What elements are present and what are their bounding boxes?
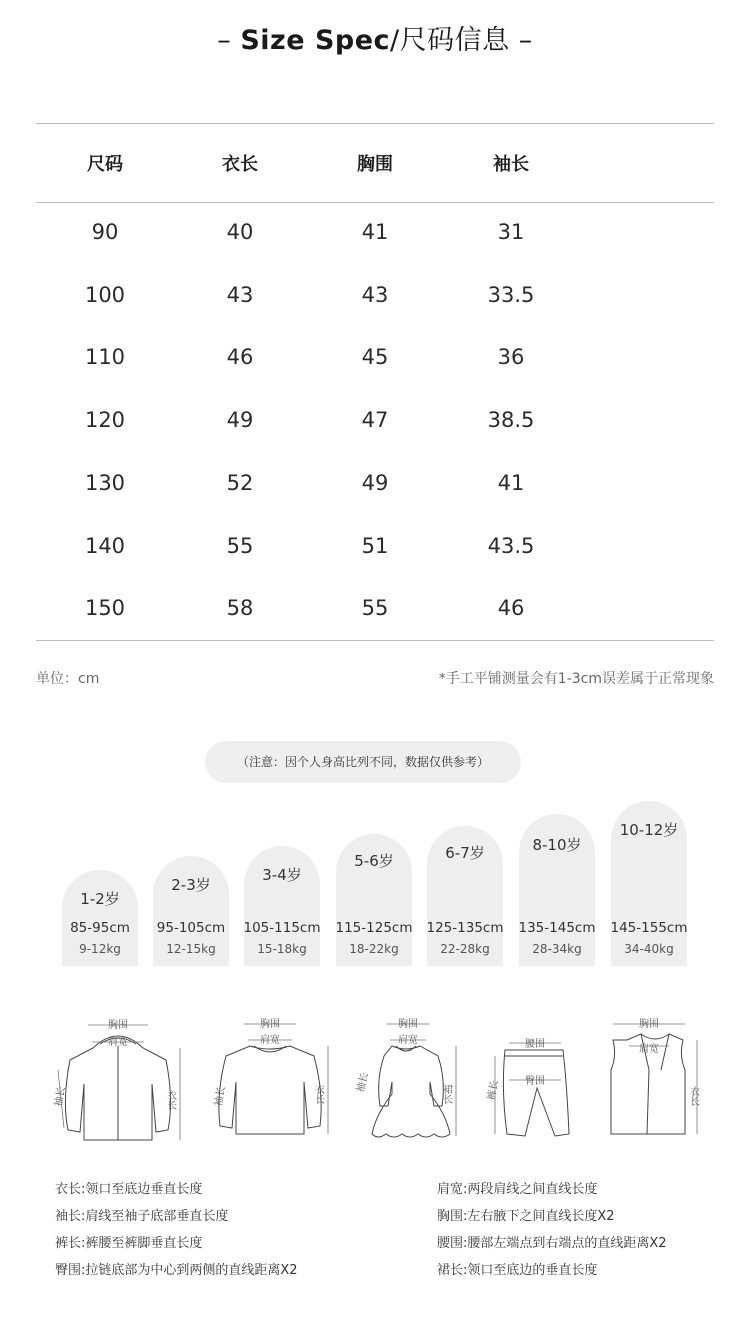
- cell-sleeve: 36: [497, 345, 525, 369]
- cell-chest: 55: [361, 596, 389, 620]
- cell-sleeve: 41: [497, 471, 525, 495]
- age-card: [336, 834, 412, 966]
- label-length: 衣长: [687, 1086, 699, 1106]
- height-range: 145-155cm: [610, 920, 688, 936]
- cell-length: 43: [226, 283, 254, 307]
- table-bottom-rule: [36, 640, 714, 641]
- label-shoulder: 肩宽: [398, 1035, 418, 1046]
- header-length: 衣长: [222, 154, 258, 175]
- page-title: [0, 18, 750, 57]
- height-range: 135-145cm: [518, 920, 596, 936]
- height-range: 125-135cm: [426, 920, 504, 936]
- label-waist: 腰围: [525, 1039, 545, 1050]
- title-separator: /: [390, 25, 400, 56]
- definition-item: 腰围:腰部左端点到右端点的直线距离X2: [437, 1236, 667, 1251]
- age-card: [427, 826, 503, 966]
- cell-chest: 47: [361, 408, 389, 432]
- label-chest: 胸围: [260, 1019, 280, 1030]
- height-range: 85-95cm: [70, 920, 130, 936]
- cell-sleeve: 43.5: [487, 534, 535, 558]
- cell-chest: 43: [361, 283, 389, 307]
- header-sleeve: 袖长: [493, 154, 529, 175]
- cell-chest: 41: [361, 220, 389, 244]
- jacket-diagram: [48, 1010, 188, 1145]
- notice-pill: （注意：因个人身高比列不同，数据仅供参考）: [205, 741, 521, 783]
- cell-sleeve: 33.5: [487, 283, 535, 307]
- label-hip: 臀围: [525, 1076, 545, 1087]
- cell-chest: 51: [361, 534, 389, 558]
- label-shoulder: 肩宽: [639, 1044, 659, 1055]
- cell-size: 90: [91, 220, 119, 244]
- cell-size: 150: [84, 596, 126, 620]
- header-size: 尺码: [87, 154, 123, 175]
- title-dash-left: –: [217, 25, 232, 56]
- height-range: 115-125cm: [335, 920, 413, 936]
- age-label: 2-3岁: [171, 876, 211, 894]
- cell-size: 100: [84, 283, 126, 307]
- definition-item: 胸围:左右腋下之间直线长度X2: [437, 1209, 615, 1224]
- age-label: 10-12岁: [619, 821, 679, 839]
- age-label: 3-4岁: [262, 866, 302, 884]
- cell-size: 110: [84, 345, 126, 369]
- weight-range: 22-28kg: [440, 942, 490, 956]
- cell-length: 55: [226, 534, 254, 558]
- definition-item: 裙长:领口至底边的垂直长度: [437, 1263, 598, 1278]
- label-chest: 胸围: [639, 1019, 659, 1030]
- cell-size: 120: [84, 408, 126, 432]
- label-chest: 胸围: [108, 1020, 128, 1031]
- definition-item: 袖长:肩线至袖子底部垂直长度: [55, 1209, 229, 1224]
- age-card: [611, 801, 687, 966]
- weight-range: 15-18kg: [257, 942, 307, 956]
- header-chest: 胸围: [357, 154, 393, 175]
- age-card: [519, 814, 595, 966]
- age-card: [62, 870, 138, 966]
- height-range: 105-115cm: [243, 920, 321, 936]
- label-sleeve: 袖长: [53, 1085, 68, 1108]
- title-chinese: 尺码信息: [399, 25, 510, 56]
- height-range: 95-105cm: [156, 920, 226, 936]
- vest-diagram: [605, 1010, 710, 1145]
- label-length: 裤长: [486, 1079, 501, 1102]
- label-shoulder: 肩宽: [260, 1035, 280, 1046]
- cell-chest: 45: [361, 345, 389, 369]
- cell-length: 52: [226, 471, 254, 495]
- weight-range: 9-12kg: [79, 942, 121, 956]
- age-card: [153, 856, 229, 966]
- cell-length: 49: [226, 408, 254, 432]
- label-chest: 胸围: [398, 1019, 418, 1030]
- cell-size: 140: [84, 534, 126, 558]
- weight-range: 34-40kg: [624, 942, 674, 956]
- label-length: 裙长: [440, 1084, 452, 1104]
- table-header-rule: [36, 202, 714, 203]
- cell-length: 40: [226, 220, 254, 244]
- weight-range: 18-22kg: [349, 942, 399, 956]
- label-length: 衣长: [312, 1084, 324, 1104]
- definition-item: 臀围:拉链底部为中心到两侧的直线距离X2: [55, 1263, 298, 1278]
- cell-sleeve: 46: [497, 596, 525, 620]
- definition-item: 衣长:领口至底边垂直长度: [55, 1182, 203, 1197]
- age-label: 6-7岁: [445, 844, 485, 862]
- sweater-diagram: [210, 1010, 340, 1145]
- cell-sleeve: 38.5: [487, 408, 535, 432]
- weight-range: 12-15kg: [166, 942, 216, 956]
- age-label: 8-10岁: [532, 836, 582, 854]
- age-label: 5-6岁: [354, 852, 394, 870]
- age-label: 1-2岁: [80, 890, 120, 908]
- cell-length: 58: [226, 596, 254, 620]
- table-top-rule: [36, 123, 714, 124]
- title-english: Size Spec: [240, 25, 391, 56]
- label-length: 衣长: [164, 1090, 176, 1110]
- dress-diagram: [350, 1010, 470, 1145]
- definition-item: 肩宽:两段肩线之间直线长度: [437, 1182, 598, 1197]
- cell-sleeve: 31: [497, 220, 525, 244]
- label-sleeve: 袖长: [355, 1071, 371, 1094]
- definition-item: 裤长:裤腰至裤脚垂直长度: [55, 1236, 203, 1251]
- unit-label: 单位：cm: [36, 671, 100, 687]
- age-card: [244, 846, 320, 966]
- label-sleeve: 袖长: [213, 1085, 228, 1108]
- cell-chest: 49: [361, 471, 389, 495]
- cell-length: 46: [226, 345, 254, 369]
- weight-range: 28-34kg: [532, 942, 582, 956]
- cell-size: 130: [84, 471, 126, 495]
- pants-diagram: [485, 1010, 585, 1145]
- measure-note: *手工平铺测量会有1-3cm误差属于正常现象: [438, 671, 714, 687]
- label-shoulder: 肩宽: [108, 1037, 128, 1048]
- title-dash-right: –: [518, 25, 533, 56]
